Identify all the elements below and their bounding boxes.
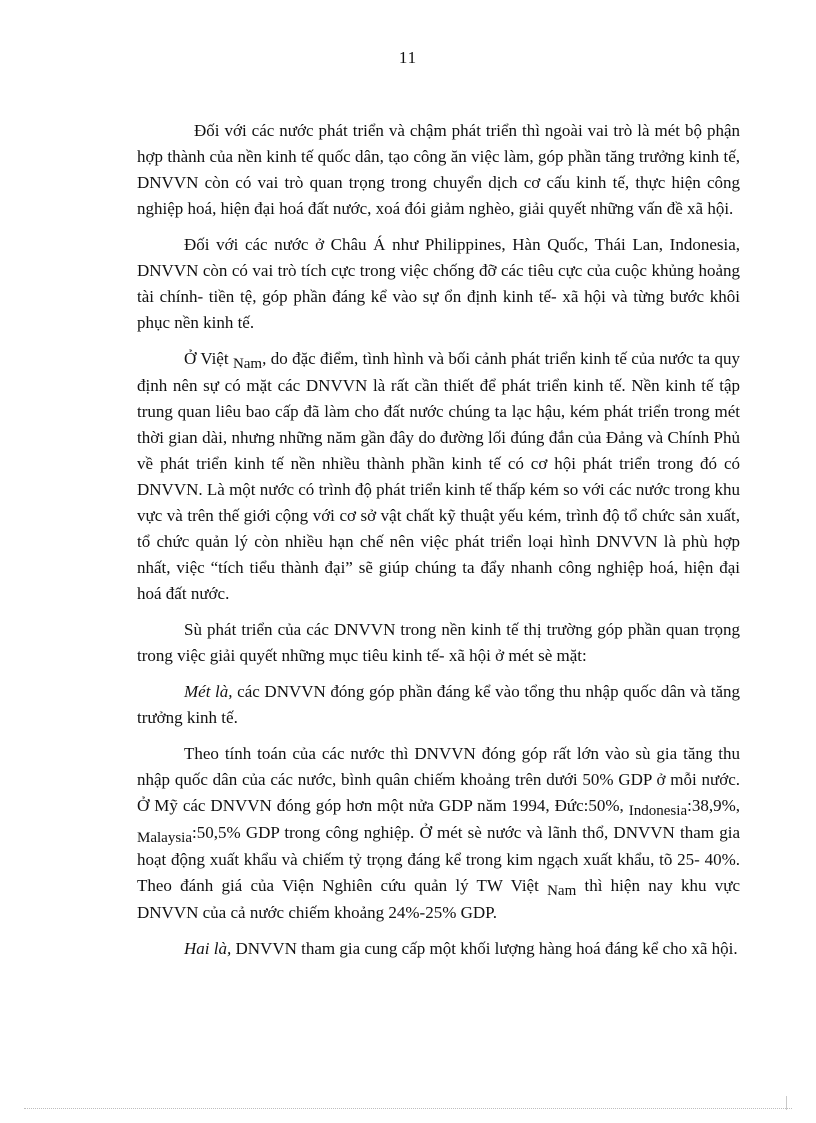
second-point-text: DNVVN tham gia cung cấp một khối lượng hàng hoá đáng kể cho xã hội. xyxy=(231,939,738,958)
gdp-text-b: :38,9%, xyxy=(687,796,740,815)
first-point-text: các DNVVN đóng góp phần đáng kể vào tổng thu nhập quốc dân và tăng trưởng kinh tế. xyxy=(137,682,740,727)
gdp-text-c: :50,5% GDP trong công nghiệp. Ở mét sè nước và lãnh thổ, DNVVN tham gia hoạt động xuất khẩu và chiếm tỷ trọng đáng kể trong kim ngạch xuất khẩu, tõ 25- 40%. Theo đánh giá của Viện Nghiên cứu quản lý TW Việt xyxy=(137,823,740,895)
paragraph-vietnam-text-a: Ở Việt xyxy=(184,349,233,368)
word-malaysia: Malaysia xyxy=(137,830,192,846)
page-bottom-divider xyxy=(24,1108,792,1109)
paragraph-vietnam xyxy=(137,346,740,607)
second-point-label: Hai là, xyxy=(184,939,232,958)
first-point-label: Mét là, xyxy=(184,682,233,701)
paragraph-vietnam-text-b: , do đặc điểm, tình hình và bối cảnh phát triển kinh tế của nước ta quy định nên sự có mặt các DNVVN là rất cần thiết để phát triển kinh tế. Nền kinh tế tập trung quan liêu bao cấp đã làm cho đất nước chúng ta lạc hậu, kém phát triển trong mét thời gian dài, nhưng những năm gần đây do đường lối đúng đắn của Đảng và Chính Phủ về phát triển kinh tế nền nhiều thành phần kinh tế có cơ hội phát triển trong đó có DNVVN. Là một nước có trình độ phát triển kinh tế thấp kém so với các nước trong khu vực và trên thế giới cộng với cơ sở vật chất kỹ thuật yếu kém, trình độ tổ chức sản xuất, tổ chức quản lý còn nhiều hạn chế nên việc phát triển loại hình DNVVN là phù hợp nhất, việc “tích tiểu thành đại” sẽ giúp chúng ta đẩy nhanh công nghiệp hoá, hiện đại hoá đất nước. xyxy=(137,349,740,603)
word-nam: Nam xyxy=(232,356,263,372)
paragraph-developed-countries: Đối với các nước phát triển và chậm phát triển thì ngoài vai trò là mét bộ phận hợp thành của nền kinh tế quốc dân, tạo công ăn việc làm, góp phần tăng trưởng kinh tế, DNVVN còn có vai trò quan trọng trong chuyển dịch cơ cấu kinh tế, thực hiện công nghiệp hoá, hiện đại hoá đất nước, xoá đói giảm nghèo, giải quyết những vấn đề xã hội. xyxy=(137,121,740,218)
paragraph-market-economy: Sù phát triển của các DNVVN trong nền kinh tế thị trường góp phần quan trọng trong việc giải quyết những mục tiêu kinh tế- xã hội ở mét sè mặt: xyxy=(137,620,740,665)
paragraph-second-point xyxy=(137,936,740,962)
gdp-text-d: thì hiện nay khu vực DNVVN của cả nước chiếm khoảng 24%-25% GDP. xyxy=(137,876,740,922)
paragraph-gdp-statistics xyxy=(137,741,740,926)
paragraph-asian-countries: Đối với các nước ở Châu Á như Philippines, Hàn Quốc, Thái Lan, Indonesia, DNVVN còn có vai trò tích cực trong việc chống đỡ các tiêu cực của cuộc khủng hoảng tài chính- tiền tệ, góp phần đáng kể vào sự ổn định kinh tế- xã hội và từng bước khôi phục nền kinh tế. xyxy=(137,235,740,332)
gdp-text-a: Theo tính toán của các nước thì DNVVN đóng góp rất lớn vào sù gia tăng thu nhập quốc dân của các nước, bình quân chiếm khoảng trên dưới 50% GDP ở mỗi nước. Ở Mỹ các DNVVN đóng góp hơn một nửa GDP năm 1994, Đức:50%, xyxy=(137,744,740,815)
word-indonesia: Indonesia xyxy=(628,803,688,819)
page-number: 11 xyxy=(398,48,418,67)
page-corner-mark xyxy=(786,1096,787,1110)
document-body xyxy=(137,118,740,962)
paragraph-first-point xyxy=(137,679,740,731)
word-nam-2: Nam xyxy=(547,883,577,899)
